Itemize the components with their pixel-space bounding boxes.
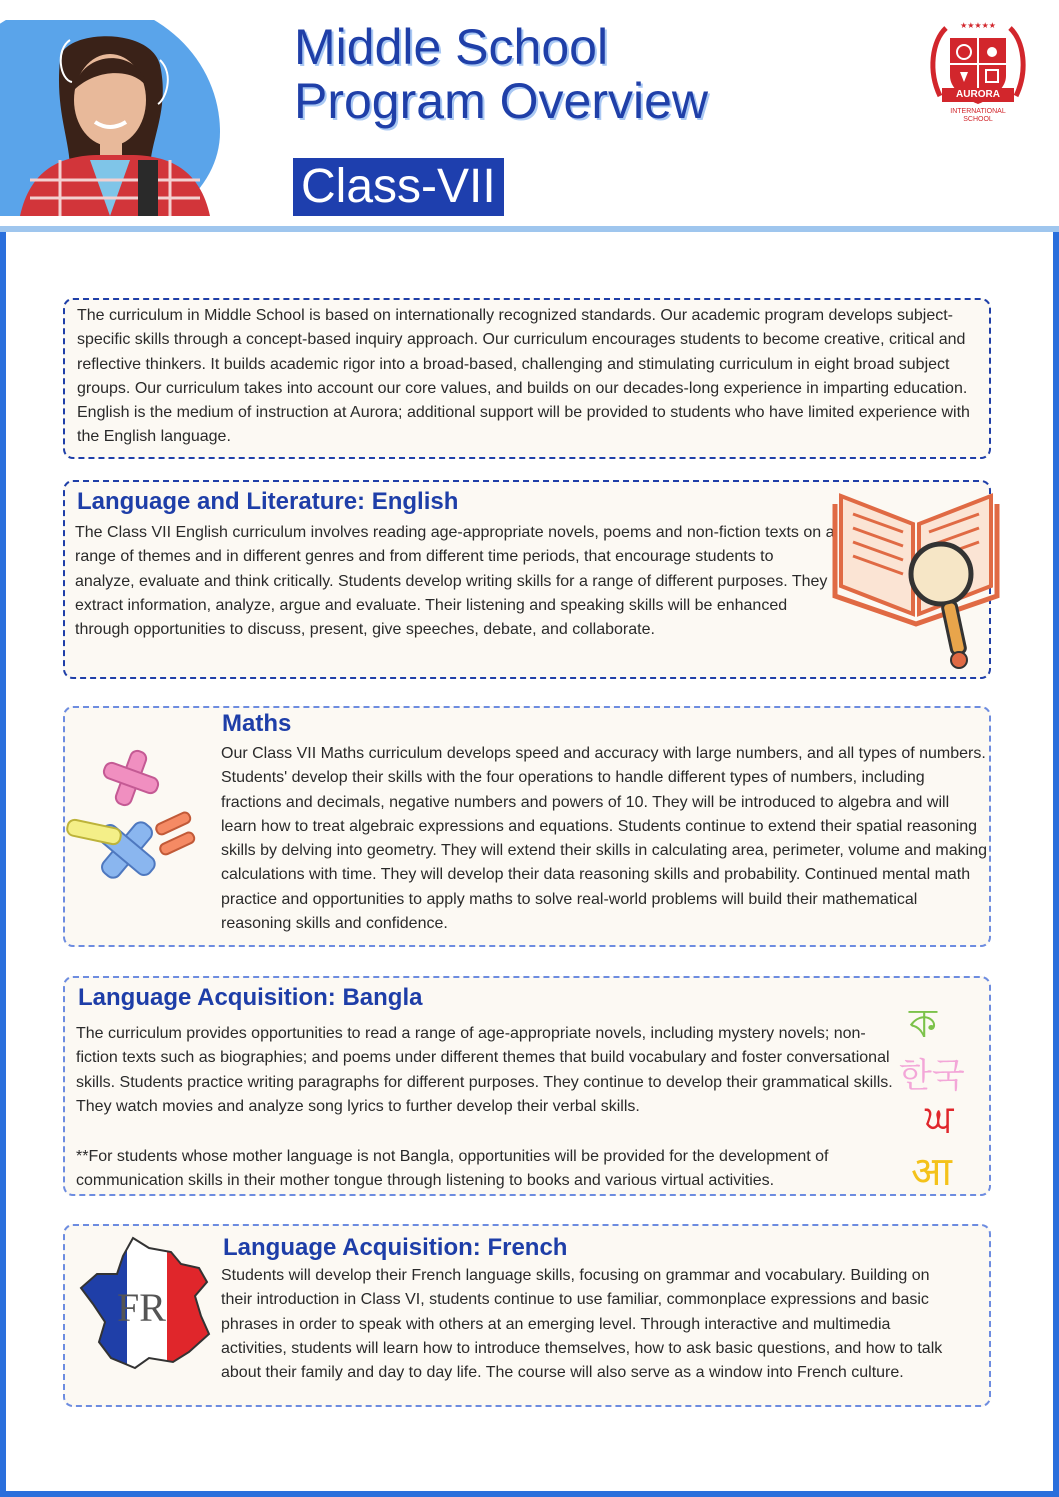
school-logo	[928, 16, 1028, 128]
english-text: The Class VII English curriculum involves reading age-appropriate novels, poems and non-fiction texts on a range of themes and in different genres and from different time periods, that encourage students to analyze, evaluate and think critically. Students develop writing skills for a range of different purposes. They extract information, analyze, argue and evaluate. Their listening and speaking skills will be enhanced through opportunities to discuss, present, give speeches, debate, and collaborate.	[75, 524, 835, 639]
french-title: Language Acquisition: French	[223, 1234, 568, 1261]
bangla-text: The curriculum provides opportunities to read a range of age-appropriate novels, including mystery novels; non-fiction texts such as biographies; and poems under different themes that build vocabulary and foster conversational skills. Students practice writing paragraphs for different purposes. They continue to develop their grammatical skills. They watch movies and analyze song lyrics to further develop their verbal skills.	[76, 1025, 893, 1115]
gurmukhi-glyph: ਘ	[925, 1096, 954, 1140]
english-title: Language and Literature: English	[77, 488, 459, 515]
bangla-title: Language Acquisition: Bangla	[78, 984, 423, 1011]
math-symbols-icon	[65, 738, 215, 898]
intro-card	[63, 298, 991, 459]
maths-title: Maths	[222, 710, 292, 737]
header-divider	[0, 226, 1059, 232]
title-line-2: Program Overview	[294, 73, 708, 129]
logo-subtitle	[928, 108, 1028, 124]
logo-subtitle-line-2: SCHOOL	[963, 116, 993, 123]
page-title	[294, 20, 854, 128]
france-flag-map-icon	[77, 1234, 217, 1374]
korean-glyph: 한국	[899, 1056, 965, 1096]
maths-text: Our Class VII Maths curriculum develops speed and accuracy with large numbers, and all types of numbers. Students' develop their skills with the four operations to handle different types of numbers, including fractions and decimals, negative numbers and powers of 10. They will be introduced to algebra and will learn how to treat algebraic expressions and equations. Students continue to extend their spatial reasoning skills by delving into geometry. They will extend their skills in calculating area, perimeter, volume and making calculations with time. They will develop their data reasoning skills and probability. Continued mental math practice and opportunities to apply maths to solve real-world problems will build their mathematical reasoning skills and confidence.	[221, 745, 987, 933]
title-line-1: Middle School	[294, 19, 609, 75]
student-photo	[0, 20, 222, 216]
french-card	[63, 1224, 991, 1407]
devanagari-glyph: आ	[911, 1149, 952, 1195]
logo-name: AURORA	[956, 89, 1000, 100]
class-badge: Class-VII	[293, 158, 504, 216]
open-book-magnifier-icon	[831, 484, 1006, 674]
intro-text: The curriculum in Middle School is based on internationally recognized standards. Our academic program develops subject-specific skills through a concept-based inquiry approach. Our curriculum encourages students to become creative, critical and reflective thinkers. It builds academic rigor into a broad-based, challenging and stimulating curriculum in eight broad subject groups. Our curriculum takes into account our core values, and builds on our decades-long experience in imparting education. English is the medium of instruction at Aurora; additional support will be provided to students who have limited experience with the English language.	[77, 307, 970, 446]
bangla-note: **For students whose mother language is not Bangla, opportunities will be provided for the development of communication skills in their mother tongue through listening to books and various virtual activities.	[76, 1148, 829, 1190]
french-text: Students will develop their French language skills, focusing on grammar and vocabulary. Building on their introduction in Class VI, students continue to use familiar, commonplace expressions and basic phrases in order to speak with others at an emerging level. Through interactive and multimedia activities, students will learn how to introduce themselves, how to ask basic questions, and how to talk about their family and day to day life. The course will also serve as a window into French culture.	[221, 1267, 943, 1382]
maths-card	[63, 706, 991, 947]
bangla-card	[63, 976, 991, 1196]
english-card	[63, 480, 991, 679]
france-map-label: FR	[117, 1285, 166, 1330]
svg-text:★★★★★: ★★★★★	[960, 21, 996, 30]
bangla-glyph: ক	[909, 1001, 937, 1047]
language-glyphs	[899, 992, 985, 1195]
logo-subtitle-line-1: INTERNATIONAL	[950, 108, 1006, 115]
student-illustration	[0, 20, 222, 216]
